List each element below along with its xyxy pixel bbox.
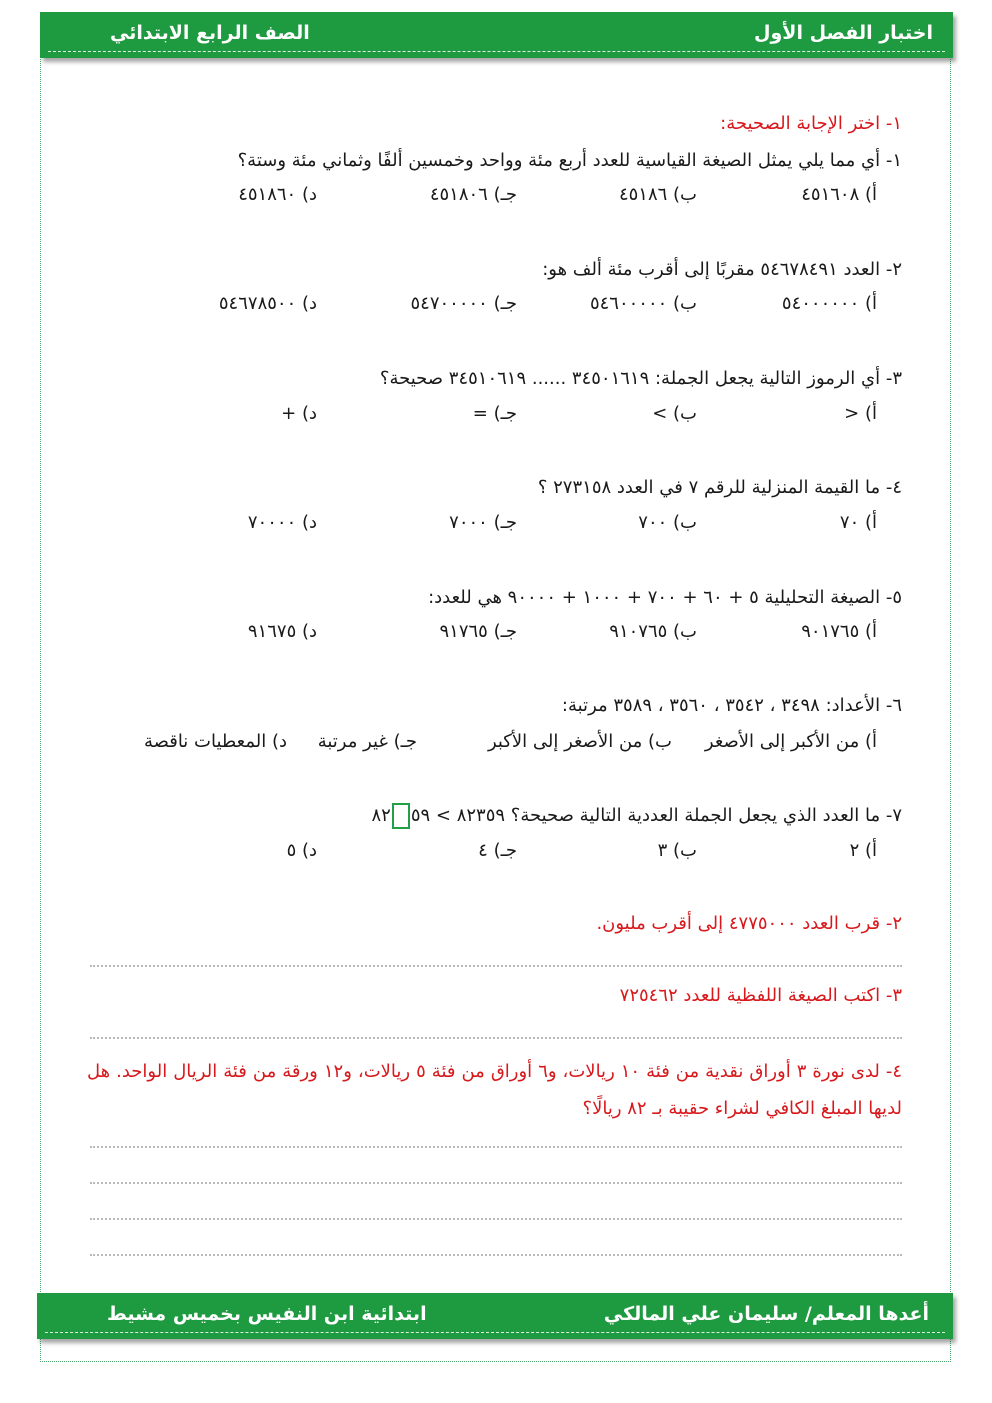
exam-title: اختبار الفصل الأول: [754, 22, 933, 44]
grade-title: الصف الرابع الابتدائي: [110, 22, 310, 44]
option-d[interactable]: د) ٤٥١٨٦٠: [238, 184, 317, 205]
question-5: ٥- الصيغة التحليلية ٥ + ٦٠ + ٧٠٠ + ١٠٠٠ + ٩٠٠٠٠ هي للعدد:: [428, 587, 902, 608]
section1-title: ١- اختر الإجابة الصحيحة:: [720, 113, 902, 134]
option-d[interactable]: د) +: [281, 403, 317, 424]
question-3-options: [97, 403, 877, 433]
option-d[interactable]: د) ٥٤٦٧٨٥٠٠: [218, 293, 317, 314]
school-name: ابتدائية ابن النفيس بخميس مشيط: [107, 1303, 427, 1325]
question-6: ٦- الأعداد: ٣٤٩٨ ، ٣٥٤٢ ، ٣٥٦٠ ، ٣٥٨٩ مرتبة:: [561, 695, 902, 716]
teacher-name: أعدها المعلم/ سليمان علي المالكي: [603, 1303, 929, 1325]
question-4-options: [97, 512, 877, 542]
question-7-text: ٧- ما العدد الذي يجعل الجملة العددية التالية صحيحة؟ ٨٢٣٥٩ > ٥٩: [410, 805, 902, 826]
option-a[interactable]: أ) <: [844, 403, 877, 424]
missing-digit-box[interactable]: [392, 803, 410, 829]
option-a[interactable]: أ) ٧٠: [839, 512, 877, 533]
option-c[interactable]: جـ) ٥٤٧٠٠٠٠٠: [410, 293, 517, 314]
option-b[interactable]: ب) ٤٥١٨٦: [618, 184, 697, 205]
option-c[interactable]: جـ) غير مرتبة: [317, 731, 417, 752]
section3-title: ٣- اكتب الصيغة اللفظية للعدد ٧٢٥٤٦٢: [619, 985, 902, 1006]
option-b[interactable]: ب) >: [652, 403, 697, 424]
question-5-options: [97, 621, 877, 651]
section4-problem: ٤- لدى نورة ٣ أوراق نقدية من فئة ١٠ ريالات، و٦ أوراق من فئة ٥ ريالات، و١٢ ورقة من فئة الريال الواحد. هل لديها المبلغ الكافي لشراء حقيبة بـ ٨٢ ريالًا؟: [87, 1061, 903, 1119]
answer-line[interactable]: [90, 1182, 902, 1184]
question-7: [372, 803, 903, 829]
option-d[interactable]: د) المعطيات ناقصة: [143, 731, 287, 752]
answer-line[interactable]: [90, 1037, 902, 1039]
option-d[interactable]: د) ٩١٦٧٥: [247, 621, 317, 642]
option-a[interactable]: أ) ٥٤٠٠٠٠٠٠: [781, 293, 877, 314]
question-2-options: [97, 293, 877, 323]
answer-line[interactable]: [90, 1146, 902, 1148]
option-b[interactable]: ب) ٥٤٦٠٠٠٠٠: [589, 293, 697, 314]
header-banner: [40, 12, 953, 58]
option-a[interactable]: أ) ٤٥١٦٠٨: [801, 184, 877, 205]
option-b[interactable]: ب) ٣: [657, 840, 697, 861]
answer-line[interactable]: [90, 965, 902, 967]
question-7-options: [97, 840, 877, 870]
option-d[interactable]: د) ٥: [286, 840, 317, 861]
answer-line[interactable]: [90, 1254, 902, 1256]
option-c[interactable]: جـ) =: [472, 403, 517, 424]
option-a[interactable]: أ) ٩٠١٧٦٥: [801, 621, 877, 642]
question-2: ٢- العدد ٥٤٦٧٨٤٩١ مقربًا إلى أقرب مئة ألف هو:: [542, 259, 902, 280]
option-a[interactable]: أ) من الأكبر إلى الأصغر: [704, 731, 877, 752]
question-1-options: [97, 184, 877, 214]
question-7-text-end: ٨٢: [371, 805, 391, 826]
option-b[interactable]: ب) ٩١٠٧٦٥: [609, 621, 697, 642]
option-a[interactable]: أ) ٢: [849, 840, 877, 861]
answer-line[interactable]: [90, 1218, 902, 1220]
question-3: ٣- أي الرموز التالية يجعل الجملة: ٣٤٥٠١٦١٩ ...... ٣٤٥١٠٦١٩ صحيحة؟: [379, 368, 902, 389]
section2-title: ٢- قرب العدد ٤٧٧٥٠٠٠ إلى أقرب مليون.: [596, 913, 902, 934]
option-c[interactable]: جـ) ٩١٧٦٥: [439, 621, 517, 642]
option-c[interactable]: جـ) ٧٠٠٠: [449, 512, 517, 533]
question-4: ٤- ما القيمة المنزلية للرقم ٧ في العدد ٢٧٣١٥٨ ؟: [537, 477, 902, 498]
footer-banner: [37, 1293, 953, 1339]
question-6-options: [97, 731, 877, 761]
option-d[interactable]: د) ٧٠٠٠٠: [247, 512, 317, 533]
option-b[interactable]: ب) من الأصغر إلى الأكبر: [487, 731, 672, 752]
option-c[interactable]: جـ) ٤: [478, 840, 517, 861]
question-1: ١- أي مما يلي يمثل الصيغة القياسية للعدد أربع مئة وواحد وخمسين ألفًا وثماني مئة وستة؟: [237, 150, 902, 171]
option-c[interactable]: جـ) ٤٥١٨٠٦: [429, 184, 517, 205]
option-b[interactable]: ب) ٧٠٠: [638, 512, 697, 533]
